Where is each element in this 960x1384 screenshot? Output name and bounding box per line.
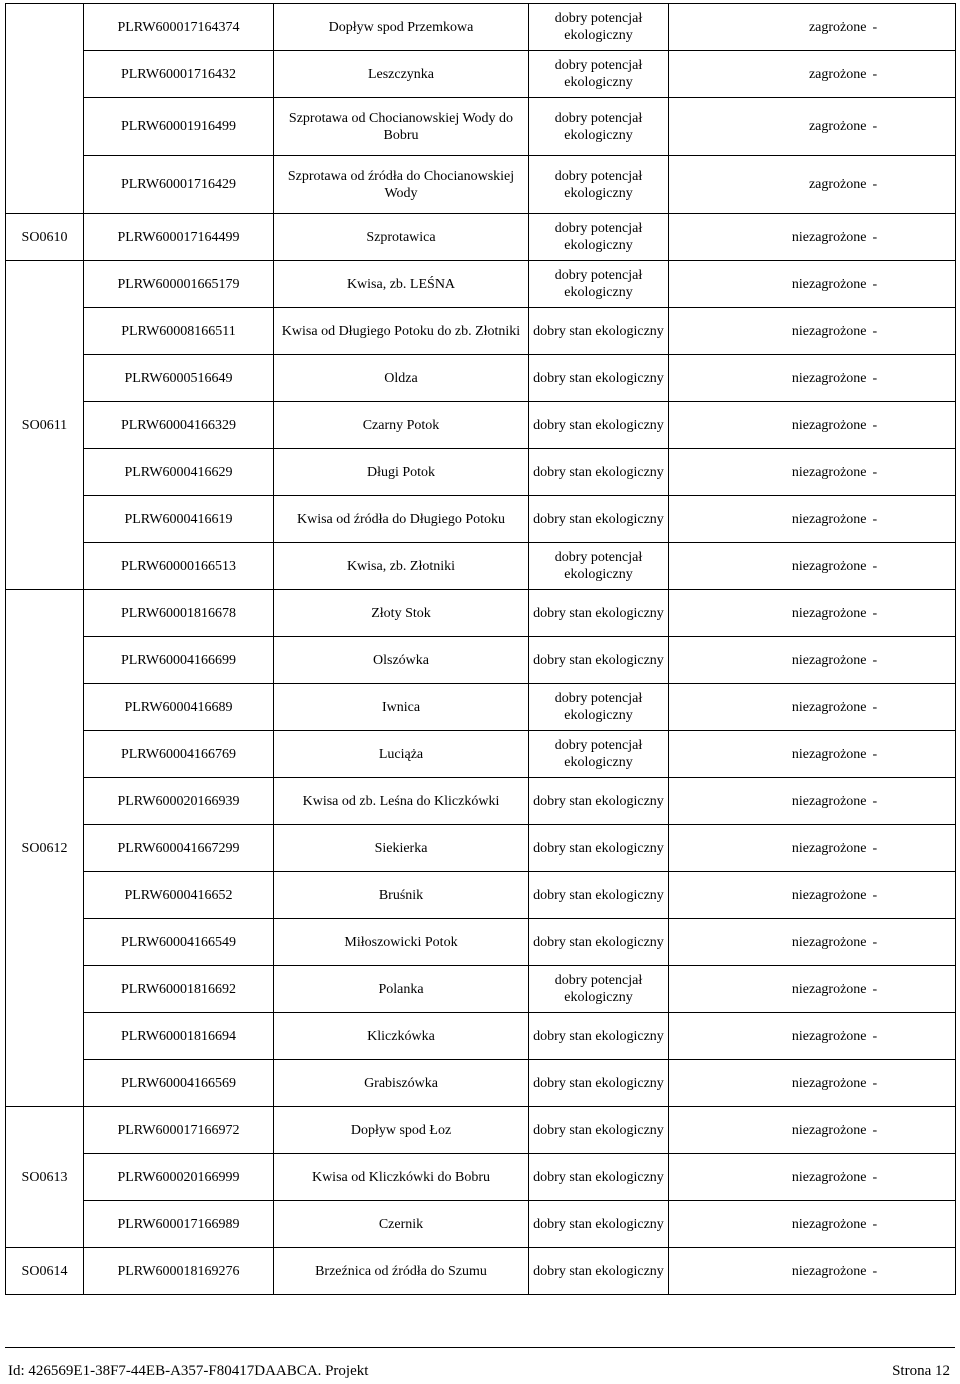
derogation-cell: - [869, 156, 956, 214]
derogation-cell: - [869, 1013, 956, 1060]
water-body-code-cell: PLRW6000416689 [84, 684, 274, 731]
water-body-name-cell: Grabiszówka [274, 1060, 529, 1107]
ecological-status-cell: dobry potencjał ekologiczny [529, 98, 669, 156]
risk-assessment-cell: niezagrożone [669, 214, 869, 261]
table-row [6, 1107, 956, 1154]
water-body-code-cell: PLRW60000166513 [84, 543, 274, 590]
water-body-name-cell: Brzeźnica od źródła do Szumu [274, 1248, 529, 1295]
water-body-code-cell: PLRW60004166769 [84, 731, 274, 778]
table-row [6, 261, 956, 308]
ecological-status-cell: dobry potencjał ekologiczny [529, 543, 669, 590]
table-row [6, 966, 956, 1013]
risk-assessment-cell: niezagrożone [669, 449, 869, 496]
water-body-name-cell: Kwisa od Długiego Potoku do zb. Złotniki [274, 308, 529, 355]
table-row [6, 4, 956, 51]
water-body-name-cell: Polanka [274, 966, 529, 1013]
water-body-name-cell: Szprotawa od źródła do Chocianowskiej Wody [274, 156, 529, 214]
table-row [6, 872, 956, 919]
ecological-status-cell: dobry stan ekologiczny [529, 1107, 669, 1154]
risk-assessment-cell: niezagrożone [669, 1154, 869, 1201]
risk-assessment-cell: niezagrożone [669, 402, 869, 449]
ecological-status-cell: dobry stan ekologiczny [529, 1060, 669, 1107]
derogation-cell: - [869, 637, 956, 684]
ecological-status-cell: dobry stan ekologiczny [529, 1154, 669, 1201]
water-body-code-cell: PLRW60001816692 [84, 966, 274, 1013]
risk-assessment-cell: niezagrożone [669, 1248, 869, 1295]
risk-assessment-cell: niezagrożone [669, 308, 869, 355]
derogation-cell: - [869, 98, 956, 156]
water-body-name-cell: Kliczkówka [274, 1013, 529, 1060]
ecological-status-cell: dobry stan ekologiczny [529, 919, 669, 966]
water-body-name-cell: Kwisa od Kliczkówki do Bobru [274, 1154, 529, 1201]
water-body-name-cell: Oldza [274, 355, 529, 402]
risk-assessment-cell: zagrożone [669, 156, 869, 214]
water-body-code-cell: PLRW60004166569 [84, 1060, 274, 1107]
water-body-name-cell: Szprotawa od Chocianowskiej Wody do Bobru [274, 98, 529, 156]
ecological-status-cell: dobry potencjał ekologiczny [529, 4, 669, 51]
table-row [6, 1154, 956, 1201]
derogation-cell: - [869, 543, 956, 590]
table-row [6, 98, 956, 156]
table-row [6, 1248, 956, 1295]
ecological-status-cell: dobry stan ekologiczny [529, 590, 669, 637]
water-body-code-cell: PLRW600017164499 [84, 214, 274, 261]
water-body-code-cell: PLRW600017166972 [84, 1107, 274, 1154]
risk-assessment-cell: niezagrożone [669, 1107, 869, 1154]
ecological-status-cell: dobry stan ekologiczny [529, 1248, 669, 1295]
water-body-name-cell: Olszówka [274, 637, 529, 684]
table-row [6, 51, 956, 98]
derogation-cell: - [869, 261, 956, 308]
water-body-code-cell: PLRW60001916499 [84, 98, 274, 156]
water-body-name-cell: Iwnica [274, 684, 529, 731]
derogation-cell: - [869, 355, 956, 402]
water-body-code-cell: PLRW600017164374 [84, 4, 274, 51]
risk-assessment-cell: niezagrożone [669, 731, 869, 778]
water-body-code-cell: PLRW6000516649 [84, 355, 274, 402]
water-body-name-cell: Kwisa od zb. Leśna do Kliczkówki [274, 778, 529, 825]
derogation-cell: - [869, 449, 956, 496]
region-code-cell: SO0614 [6, 1248, 84, 1295]
water-bodies-table [5, 3, 956, 1295]
water-body-name-cell: Kwisa, zb. Złotniki [274, 543, 529, 590]
ecological-status-cell: dobry potencjał ekologiczny [529, 731, 669, 778]
derogation-cell: - [869, 825, 956, 872]
water-body-name-cell: Dopływ spod Przemkowa [274, 4, 529, 51]
water-body-code-cell: PLRW600020166999 [84, 1154, 274, 1201]
table-row [6, 496, 956, 543]
derogation-cell: - [869, 872, 956, 919]
region-code-cell: SO0611 [6, 261, 84, 590]
water-body-name-cell: Miłoszowicki Potok [274, 919, 529, 966]
page-number: Strona 12 [892, 1363, 950, 1379]
risk-assessment-cell: niezagrożone [669, 1060, 869, 1107]
ecological-status-cell: dobry potencjał ekologiczny [529, 156, 669, 214]
region-code-cell: SO0612 [6, 590, 84, 1107]
water-body-name-cell: Kwisa, zb. LEŚNA [274, 261, 529, 308]
derogation-cell: - [869, 1201, 956, 1248]
ecological-status-cell: dobry stan ekologiczny [529, 496, 669, 543]
table-row [6, 778, 956, 825]
water-body-name-cell: Szprotawica [274, 214, 529, 261]
ecological-status-cell: dobry stan ekologiczny [529, 1013, 669, 1060]
table-row [6, 919, 956, 966]
water-body-name-cell: Czernik [274, 1201, 529, 1248]
risk-assessment-cell: niezagrożone [669, 1013, 869, 1060]
risk-assessment-cell: niezagrożone [669, 872, 869, 919]
water-body-code-cell: PLRW60004166329 [84, 402, 274, 449]
water-body-code-cell: PLRW60001716432 [84, 51, 274, 98]
water-body-code-cell: PLRW60004166549 [84, 919, 274, 966]
derogation-cell: - [869, 1154, 956, 1201]
risk-assessment-cell: niezagrożone [669, 590, 869, 637]
water-body-code-cell: PLRW60001816678 [84, 590, 274, 637]
derogation-cell: - [869, 402, 956, 449]
water-body-code-cell: PLRW600017166989 [84, 1201, 274, 1248]
water-body-code-cell: PLRW600041667299 [84, 825, 274, 872]
risk-assessment-cell: zagrożone [669, 51, 869, 98]
table-row [6, 449, 956, 496]
derogation-cell: - [869, 731, 956, 778]
derogation-cell: - [869, 1107, 956, 1154]
ecological-status-cell: dobry stan ekologiczny [529, 449, 669, 496]
table-body [6, 4, 956, 1295]
risk-assessment-cell: zagrożone [669, 98, 869, 156]
table-row [6, 731, 956, 778]
risk-assessment-cell: niezagrożone [669, 919, 869, 966]
ecological-status-cell: dobry potencjał ekologiczny [529, 684, 669, 731]
risk-assessment-cell: niezagrożone [669, 637, 869, 684]
region-code-cell: SO0610 [6, 214, 84, 261]
derogation-cell: - [869, 214, 956, 261]
risk-assessment-cell: niezagrożone [669, 966, 869, 1013]
water-body-name-cell: Leszczynka [274, 51, 529, 98]
derogation-cell: - [869, 51, 956, 98]
water-body-name-cell: Złoty Stok [274, 590, 529, 637]
water-body-name-cell: Czarny Potok [274, 402, 529, 449]
risk-assessment-cell: niezagrożone [669, 1201, 869, 1248]
water-body-code-cell: PLRW60001816694 [84, 1013, 274, 1060]
water-body-code-cell: PLRW600018169276 [84, 1248, 274, 1295]
derogation-cell: - [869, 966, 956, 1013]
table-row [6, 1060, 956, 1107]
derogation-cell: - [869, 778, 956, 825]
table-row [6, 590, 956, 637]
water-body-name-cell: Siekierka [274, 825, 529, 872]
footer-rule [5, 1347, 955, 1348]
table-row [6, 1201, 956, 1248]
ecological-status-cell: dobry stan ekologiczny [529, 402, 669, 449]
water-body-name-cell: Długi Potok [274, 449, 529, 496]
risk-assessment-cell: niezagrożone [669, 261, 869, 308]
ecological-status-cell: dobry stan ekologiczny [529, 872, 669, 919]
document-id: Id: 426569E1-38F7-44EB-A357-F80417DAABCA. Projekt [8, 1363, 369, 1379]
region-code-cell: SO0613 [6, 1107, 84, 1248]
derogation-cell: - [869, 919, 956, 966]
risk-assessment-cell: zagrożone [669, 4, 869, 51]
water-body-code-cell: PLRW600020166939 [84, 778, 274, 825]
table-row [6, 543, 956, 590]
ecological-status-cell: dobry stan ekologiczny [529, 355, 669, 402]
derogation-cell: - [869, 590, 956, 637]
table-row [6, 637, 956, 684]
water-body-code-cell: PLRW6000416629 [84, 449, 274, 496]
water-body-code-cell: PLRW60004166699 [84, 637, 274, 684]
water-body-code-cell: PLRW6000416652 [84, 872, 274, 919]
derogation-cell: - [869, 496, 956, 543]
risk-assessment-cell: niezagrożone [669, 543, 869, 590]
water-body-name-cell: Dopływ spod Łoz [274, 1107, 529, 1154]
ecological-status-cell: dobry stan ekologiczny [529, 1201, 669, 1248]
derogation-cell: - [869, 4, 956, 51]
region-code-cell [6, 4, 84, 214]
ecological-status-cell: dobry stan ekologiczny [529, 778, 669, 825]
water-body-name-cell: Luciąża [274, 731, 529, 778]
water-body-name-cell: Bruśnik [274, 872, 529, 919]
risk-assessment-cell: niezagrożone [669, 684, 869, 731]
risk-assessment-cell: niezagrożone [669, 355, 869, 402]
water-body-code-cell: PLRW6000416619 [84, 496, 274, 543]
derogation-cell: - [869, 1248, 956, 1295]
ecological-status-cell: dobry stan ekologiczny [529, 825, 669, 872]
table-row [6, 1013, 956, 1060]
derogation-cell: - [869, 308, 956, 355]
water-body-name-cell: Kwisa od źródła do Długiego Potoku [274, 496, 529, 543]
ecological-status-cell: dobry potencjał ekologiczny [529, 51, 669, 98]
table-row [6, 402, 956, 449]
derogation-cell: - [869, 684, 956, 731]
ecological-status-cell: dobry potencjał ekologiczny [529, 966, 669, 1013]
table-row [6, 825, 956, 872]
table-row [6, 355, 956, 402]
ecological-status-cell: dobry potencjał ekologiczny [529, 261, 669, 308]
derogation-cell: - [869, 1060, 956, 1107]
ecological-status-cell: dobry stan ekologiczny [529, 637, 669, 684]
table-row [6, 684, 956, 731]
water-body-code-cell: PLRW60008166511 [84, 308, 274, 355]
ecological-status-cell: dobry potencjał ekologiczny [529, 214, 669, 261]
table-row [6, 308, 956, 355]
table-row [6, 214, 956, 261]
risk-assessment-cell: niezagrożone [669, 825, 869, 872]
risk-assessment-cell: niezagrożone [669, 778, 869, 825]
water-body-code-cell: PLRW60001716429 [84, 156, 274, 214]
risk-assessment-cell: niezagrożone [669, 496, 869, 543]
ecological-status-cell: dobry stan ekologiczny [529, 308, 669, 355]
water-body-code-cell: PLRW600001665179 [84, 261, 274, 308]
table-row [6, 156, 956, 214]
